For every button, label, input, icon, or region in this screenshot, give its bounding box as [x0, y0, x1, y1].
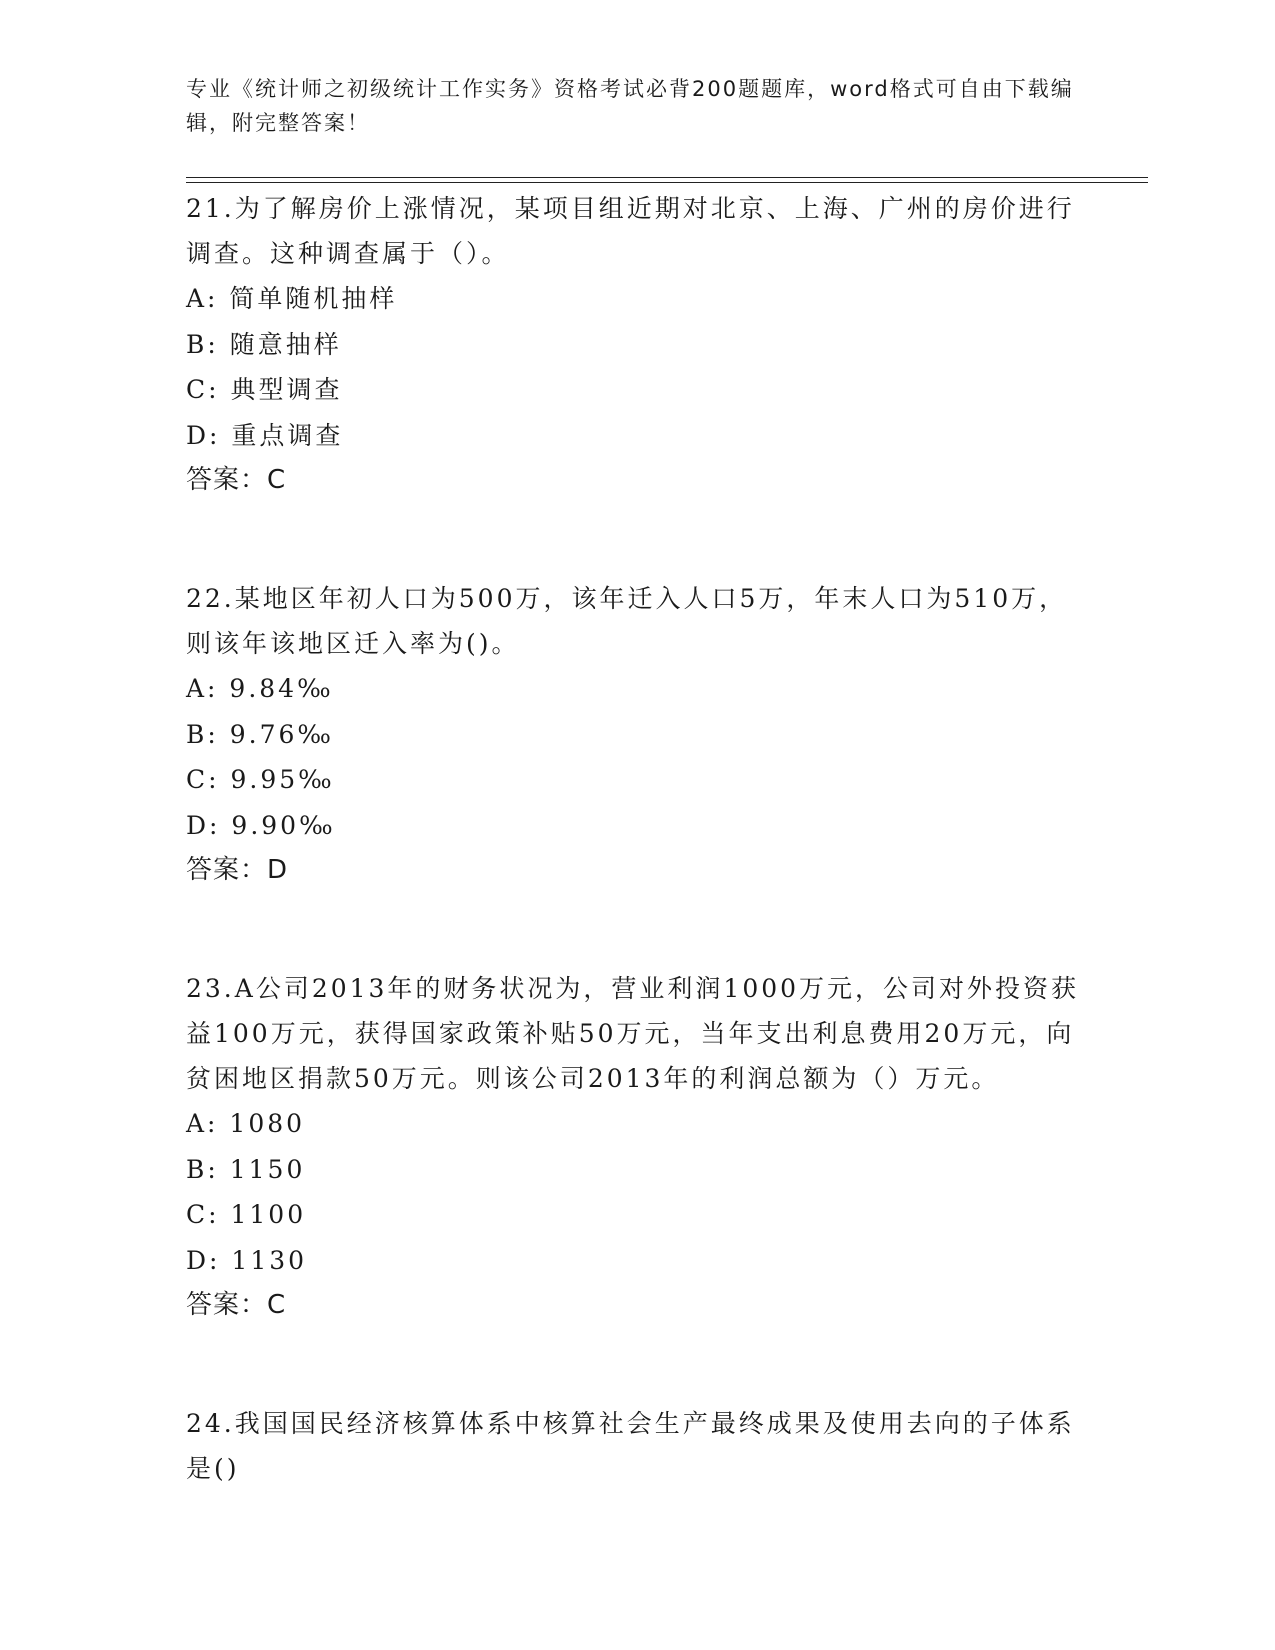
option-b: B: 1150: [186, 1154, 306, 1184]
header-divider-bottom: [186, 182, 1148, 183]
answer: 答案：C: [186, 1290, 287, 1320]
question-21: [186, 186, 1086, 503]
option-d: D: 9.90‰: [186, 810, 336, 840]
option-b: B: 9.76‰: [186, 719, 334, 749]
document-header: 专业《统计师之初级统计工作实务》资格考试必背200题题库，word格式可自由下载编辑，附完整答案！: [186, 77, 1074, 135]
question-23: [186, 966, 1086, 1328]
option-a: A: 简单随机抽样: [186, 284, 398, 313]
option-c: C: 典型调查: [186, 375, 343, 404]
question-text: 23.A公司2013年的财务状况为，营业利润1000万元，公司对外投资获益100万元，获得国家政策补贴50万元，当年支出利息费用20万元，向贫困地区捐款50万元。则该公司2013年的利润总额为（）万元。: [186, 974, 1080, 1093]
option-a: A: 1080: [186, 1109, 306, 1138]
answer: 答案：C: [186, 465, 287, 495]
question-24: [186, 1401, 1086, 1491]
question-22: [186, 576, 1086, 893]
option-c: C: 9.95‰: [186, 765, 335, 794]
option-a: A: 9.84‰: [186, 674, 334, 703]
question-text: 24.我国国民经济核算体系中核算社会生产最终成果及使用去向的子体系是(): [186, 1409, 1075, 1483]
header-divider-top: [186, 177, 1148, 178]
option-b: B: 随意抽样: [186, 329, 342, 359]
spacer: [186, 1328, 1086, 1401]
question-list: [186, 186, 1086, 1491]
spacer: [186, 503, 1086, 576]
answer: 答案：D: [186, 855, 289, 885]
question-text: 22.某地区年初人口为500万，该年迁入人口5万，年末人口为510万，则该年该地区迁入率为()。: [186, 584, 1068, 658]
option-d: D: 重点调查: [186, 420, 344, 450]
option-d: D: 1130: [186, 1245, 308, 1275]
spacer: [186, 893, 1086, 966]
question-text: 21.为了解房价上涨情况，某项目组近期对北京、上海、广州的房价进行调查。这种调查属于（）。: [186, 194, 1075, 268]
option-c: C: 1100: [186, 1200, 307, 1229]
